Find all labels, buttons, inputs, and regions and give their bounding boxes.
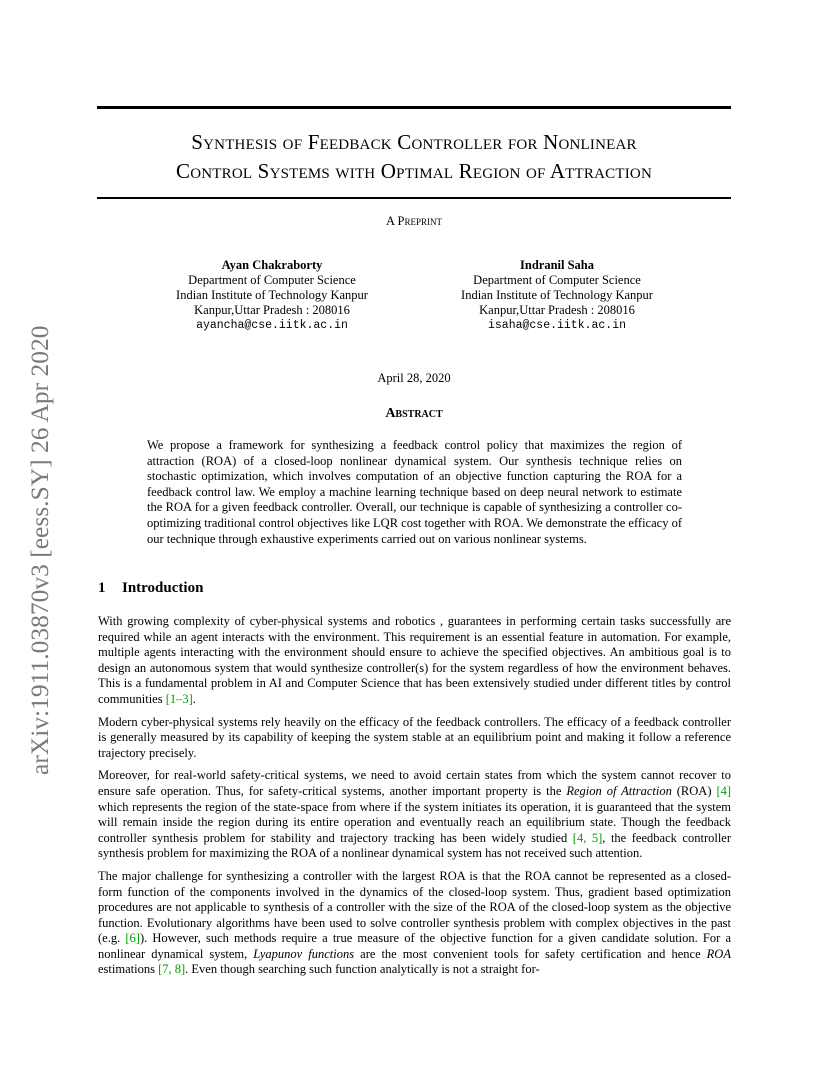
emphasis-term: ROA: [706, 946, 731, 961]
author-email[interactable]: isaha@cse.iitk.ac.in: [487, 319, 627, 332]
text-run: which represents the region of the state-space from where if the system initiates its operation, it is guaranteed that the system will remain inside the region during its entire operation and eventually reach an equilibrium state. Though the feedback controller synthesis problem for stability and trajectory tracking has been widely studied: [98, 799, 731, 845]
paper-title: [97, 128, 731, 186]
text-run: Moreover, for real-world safety-critical systems, we need to avoid certain states from which the system cannot recover to ensure safe operation. Thus, for safety-critical systems, another important property is the: [98, 768, 731, 798]
paragraph-3: [98, 768, 731, 862]
emphasis-term: Region of Attraction: [566, 783, 672, 798]
abstract-text: We propose a framework for synthesizing a feedback control policy that maximizes the region of attraction (ROA) of a closed-loop nonlinear dynamical system. Our synthesis technique relies on stochastic optimization, which involves computation of an objective function capturing the ROA for a feedback control law. We employ a machine learning technique based on deep neural network to estimate the ROA for a given feedback controller. Overall, our technique is capable of synthesizing a controller co-optimizing traditional control objectives like LQR cost together with ROA. We demonstrate the efficacy of our technique through exhaustive experiments carried out on various nonlinear systems.: [147, 438, 682, 546]
paragraph-4: [98, 869, 731, 978]
paragraph-1: [98, 614, 731, 708]
author-email[interactable]: ayancha@cse.iitk.ac.in: [196, 319, 348, 332]
title-rule-bottom: [97, 197, 731, 199]
section-title: Introduction: [122, 580, 204, 596]
text-run: , the feedback controller synthesis problem for maximizing the ROA of a nonlinear dynamical system has not received such attention.: [98, 830, 732, 861]
author-department: Department of Computer Science: [473, 273, 641, 287]
section-heading: [98, 580, 203, 597]
title-rule-top: [97, 106, 731, 109]
paper-date: April 28, 2020: [377, 371, 451, 385]
author-block-1: [147, 258, 397, 333]
abstract-heading: Abstract: [385, 406, 443, 421]
author-institute: Indian Institute of Technology Kanpur: [176, 288, 368, 302]
text-run: ). However, such methods require a true measure of the objective function for a given candidate solution. For a nonlinear dynamical system,: [98, 931, 731, 961]
citation-link[interactable]: [7, 8]: [158, 962, 186, 977]
body-text: [98, 614, 731, 985]
text-run: are the most convenient tools for safety certification and hence: [354, 946, 707, 961]
citation-link[interactable]: [6]: [125, 931, 140, 946]
author-department: Department of Computer Science: [188, 273, 356, 287]
text-run: estimations: [98, 962, 159, 977]
text-run: .: [192, 691, 196, 706]
arxiv-identifier: arXiv:1911.03870v3 [eess.SY] 26 Apr 2020: [25, 325, 54, 775]
citation-link[interactable]: [4, 5]: [572, 830, 603, 845]
section-number: 1: [98, 580, 106, 596]
author-address: Kanpur,Uttar Pradesh : 208016: [479, 303, 635, 317]
text-run: (ROA): [671, 783, 717, 798]
text-run: With growing complexity of cyber-physical systems and robotics , guarantees in performing certain tasks successfully are required while an agent interacts with the environment. This requirement is an essential feature in automation. For example, multiple agents interacting with the environment should ensure to achieve the specified objectives. An ambitious goal is to design an autonomous system that would synthesize controller(s) for the system regardless of how the environment behaves. This is a fundamental problem in AI and Computer Science that has been extensively studied under different titles by control communities: [98, 614, 731, 706]
author-name: Indranil Saha: [520, 258, 594, 272]
preprint-label: A Preprint: [386, 214, 442, 228]
author-name: Ayan Chakraborty: [221, 258, 323, 272]
emphasis-term: Lyapunov functions: [253, 946, 355, 961]
paragraph-2: Modern cyber-physical systems rely heavily on the efficacy of the feedback controllers. The efficacy of a feedback controller is generally measured by its capability of keeping the system stable at an equilibrium point and making it follow a reference trajectory precisely.: [98, 714, 731, 760]
title-line-2: Control Systems with Optimal Region of Attraction: [176, 159, 652, 183]
text-run: The major challenge for synthesizing a controller with the largest ROA is that the ROA cannot be represented as a closed-form function of the components involved in the dynamics of the closed-loop system. Thus, gradient based optimization procedures are not applicable to synthesis of a controller with the size of the ROA of the closed-loop system as the objective function. Evolutionary algorithms have been used to solve controller synthesis problem with complex objectives in the past (e.g.: [98, 868, 731, 946]
author-block-2: [432, 258, 682, 333]
citation-link[interactable]: [1–3]: [165, 691, 193, 706]
author-address: Kanpur,Uttar Pradesh : 208016: [194, 303, 350, 317]
author-institute: Indian Institute of Technology Kanpur: [461, 288, 653, 302]
citation-link[interactable]: [4]: [716, 783, 732, 798]
title-line-1: Synthesis of Feedback Controller for Nonlinear: [191, 130, 637, 154]
text-run: . Even though searching such function analytically is not a straight for-: [185, 962, 540, 977]
